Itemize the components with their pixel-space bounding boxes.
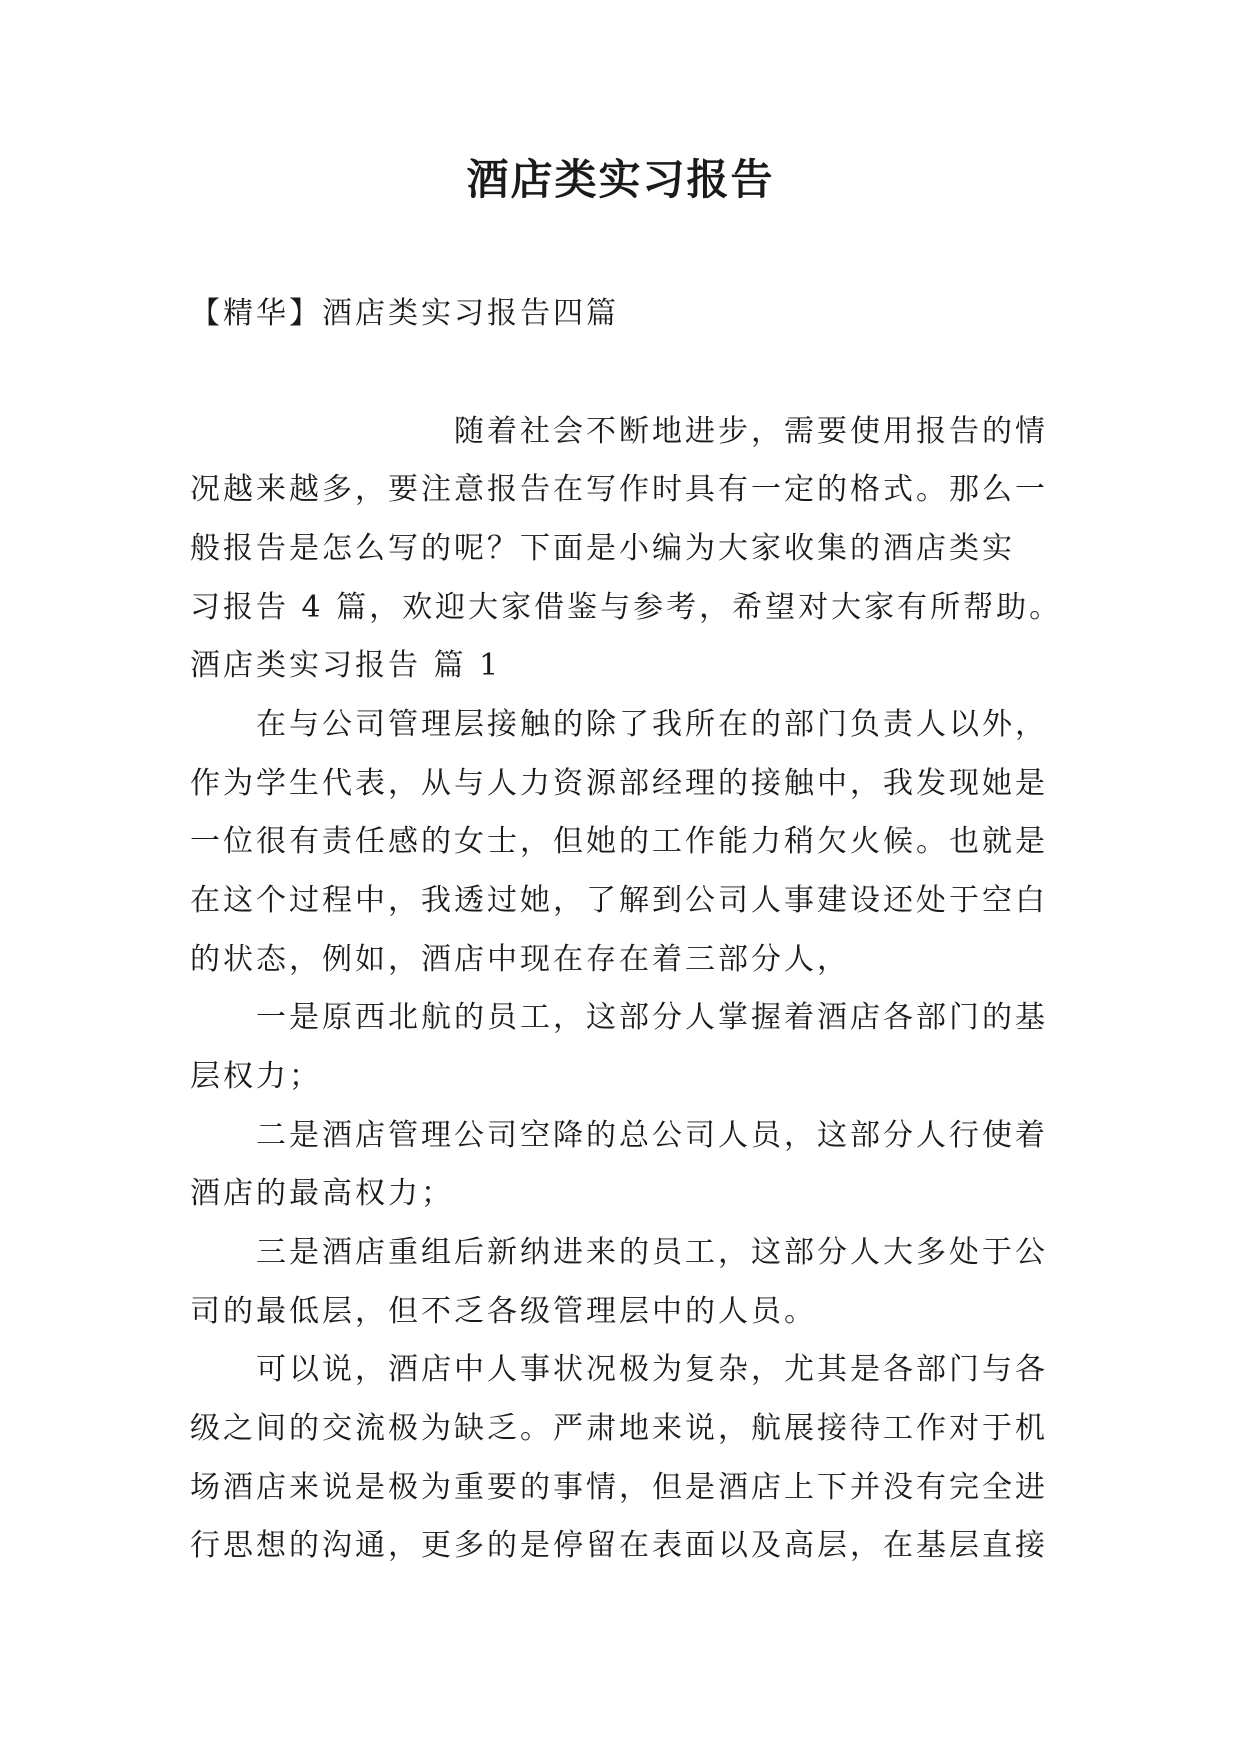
section-heading: 酒店类实习报告 篇 1 — [190, 648, 502, 683]
body-line: 作为学生代表，从与人力资源部经理的接触中，我发现她是 — [190, 766, 1048, 801]
document-subtitle: 【精华】酒店类实习报告四篇 — [190, 296, 619, 331]
document-title: 酒店类实习报告 — [466, 155, 775, 204]
body-line: 行思想的沟通，更多的是停留在表面以及高层，在基层直接 — [190, 1528, 1048, 1563]
body-line: 级之间的交流极为缺乏。严肃地来说，航展接待工作对于机 — [190, 1411, 1048, 1446]
body-line: 层权力； — [190, 1059, 322, 1094]
body-line: 习报告 4 篇，欢迎大家借鉴与参考，希望对大家有所帮助。 — [190, 590, 1063, 625]
body-line: 况越来越多，要注意报告在写作时具有一定的格式。那么一 — [190, 472, 1048, 507]
body-line: 三是酒店重组后新纳进来的员工，这部分人大多处于公 — [256, 1235, 1048, 1270]
body-line: 一位很有责任感的女士，但她的工作能力稍欠火候。也就是 — [190, 824, 1048, 859]
body-line: 酒店的最高权力； — [190, 1176, 454, 1211]
body-line: 场酒店来说是极为重要的事情，但是酒店上下并没有完全进 — [190, 1470, 1048, 1505]
body-line: 可以说，酒店中人事状况极为复杂，尤其是各部门与各 — [256, 1352, 1048, 1387]
body-line: 的状态，例如，酒店中现在存在着三部分人， — [190, 942, 850, 977]
body-line: 般报告是怎么写的呢？下面是小编为大家收集的酒店类实 — [190, 531, 1015, 566]
body-line: 随着社会不断地进步，需要使用报告的情 — [454, 414, 1048, 449]
body-line: 在与公司管理层接触的除了我所在的部门负责人以外， — [256, 707, 1048, 742]
body-line: 二是酒店管理公司空降的总公司人员，这部分人行使着 — [256, 1118, 1048, 1153]
body-line: 司的最低层，但不乏各级管理层中的人员。 — [190, 1294, 817, 1329]
body-line: 一是原西北航的员工，这部分人掌握着酒店各部门的基 — [256, 1000, 1048, 1035]
body-line: 在这个过程中，我透过她，了解到公司人事建设还处于空白 — [190, 883, 1048, 918]
